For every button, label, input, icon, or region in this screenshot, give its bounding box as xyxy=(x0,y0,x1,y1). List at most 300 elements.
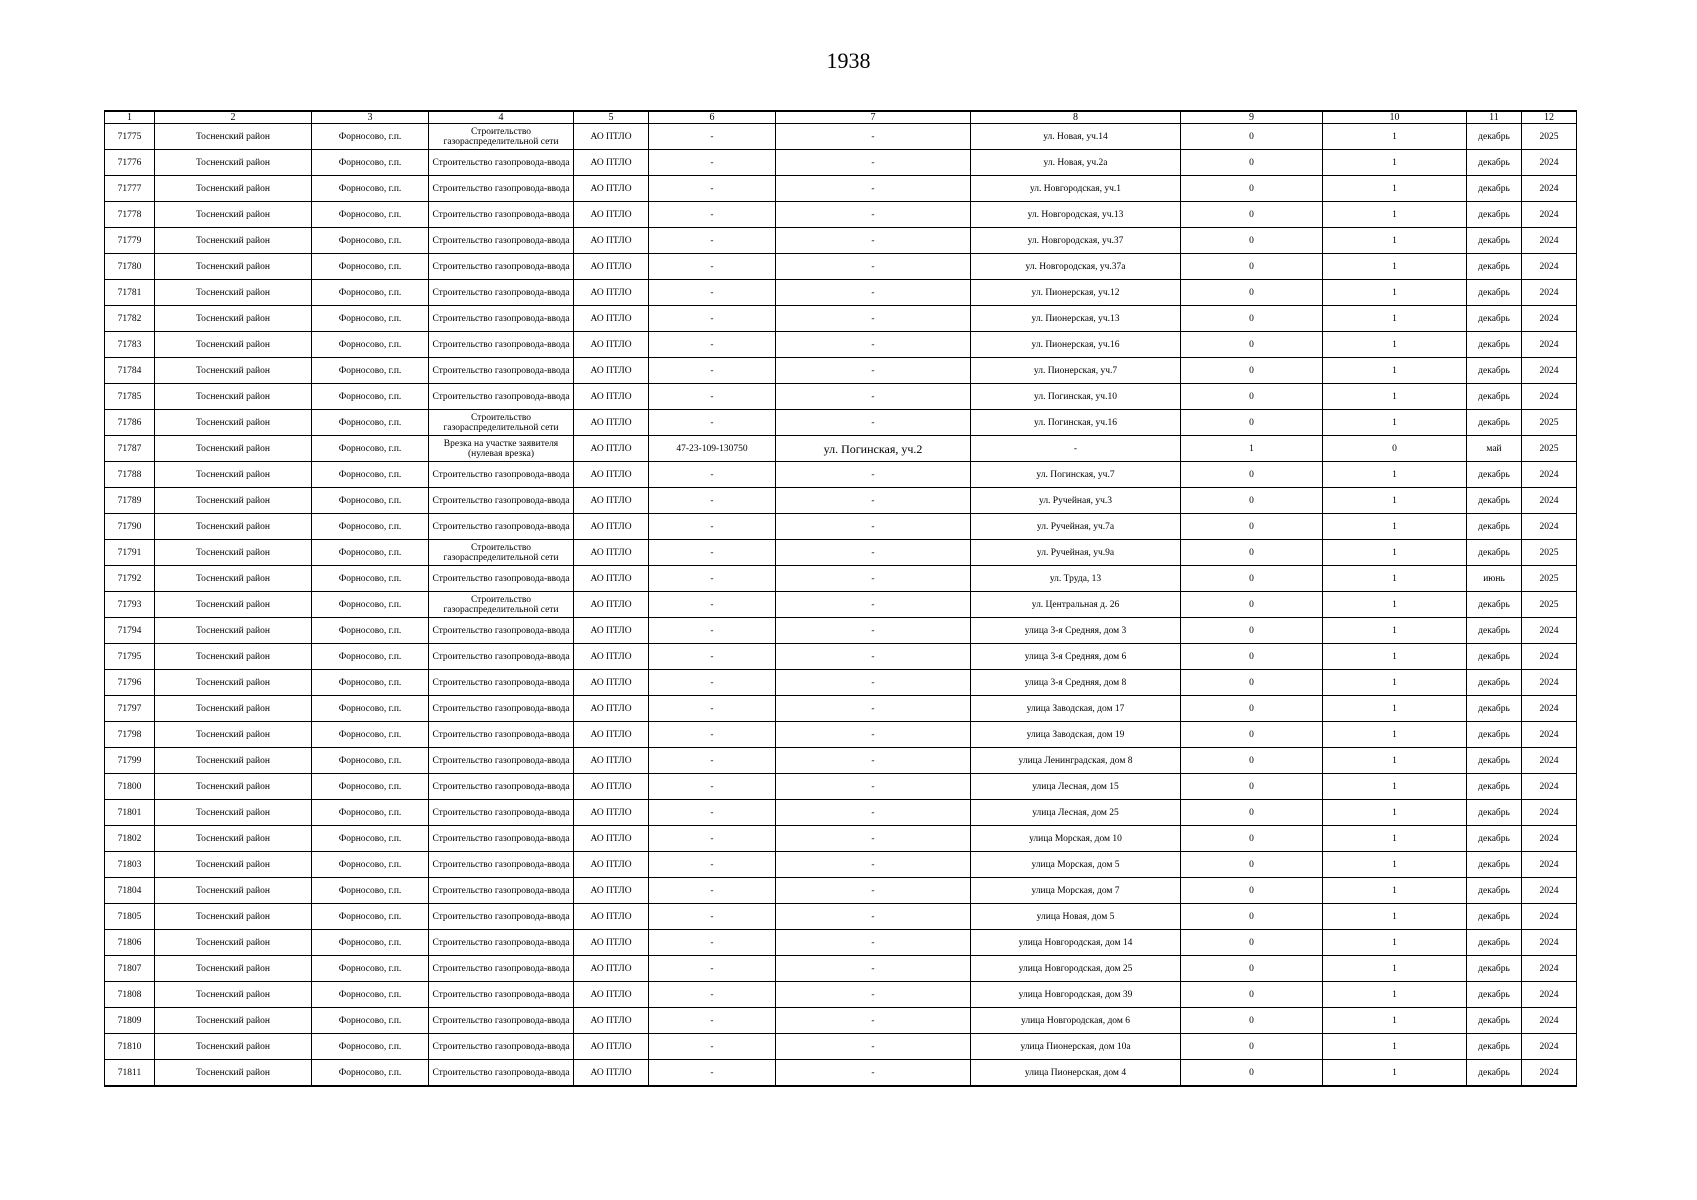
cell-row-number: 71780 xyxy=(105,254,155,280)
cell-row-number: 71799 xyxy=(105,748,155,774)
cell-month: декабрь xyxy=(1467,150,1522,176)
cell-cadastral-number: - xyxy=(649,228,776,254)
cell-address: улица Новая, дом 5 xyxy=(971,904,1181,930)
table-row xyxy=(105,306,1577,332)
cell-count-col9: 0 xyxy=(1181,670,1323,696)
cell-organization: АО ПТЛО xyxy=(574,176,649,202)
table-row xyxy=(105,644,1577,670)
cell-cadastral-number: - xyxy=(649,280,776,306)
cell-row-number: 71783 xyxy=(105,332,155,358)
cell-plot-address: - xyxy=(776,852,971,878)
cell-year: 2025 xyxy=(1522,566,1577,592)
cell-address: ул. Ручейная, уч.9а xyxy=(971,540,1181,566)
cell-district: Тосненский район xyxy=(155,150,312,176)
cell-address: улица Новгородская, дом 6 xyxy=(971,1008,1181,1034)
cell-organization: АО ПТЛО xyxy=(574,1034,649,1060)
cell-work-type: Строительство газопровода-ввода xyxy=(429,748,574,774)
cell-count-col9: 0 xyxy=(1181,696,1323,722)
cell-year: 2024 xyxy=(1522,1034,1577,1060)
cell-row-number: 71778 xyxy=(105,202,155,228)
cell-work-type: Строительство газораспределительной сети xyxy=(429,410,574,436)
cell-district: Тосненский район xyxy=(155,254,312,280)
cell-month: декабрь xyxy=(1467,696,1522,722)
cell-work-type: Строительство газопровода-ввода xyxy=(429,696,574,722)
cell-settlement: Форносово, г.п. xyxy=(312,306,429,332)
column-header-12: 12 xyxy=(1522,111,1577,124)
cell-settlement: Форносово, г.п. xyxy=(312,566,429,592)
table-row xyxy=(105,332,1577,358)
table-row xyxy=(105,410,1577,436)
cell-work-type: Строительство газопровода-ввода xyxy=(429,384,574,410)
cell-count-col10: 1 xyxy=(1323,852,1467,878)
cell-month: декабрь xyxy=(1467,774,1522,800)
cell-district: Тосненский район xyxy=(155,228,312,254)
cell-plot-address: - xyxy=(776,800,971,826)
cell-plot-address: - xyxy=(776,904,971,930)
cell-month: декабрь xyxy=(1467,124,1522,150)
cell-count-col10: 1 xyxy=(1323,280,1467,306)
cell-organization: АО ПТЛО xyxy=(574,852,649,878)
cell-district: Тосненский район xyxy=(155,774,312,800)
cell-count-col9: 0 xyxy=(1181,748,1323,774)
cell-plot-address: - xyxy=(776,592,971,618)
cell-row-number: 71782 xyxy=(105,306,155,332)
cell-cadastral-number: - xyxy=(649,670,776,696)
cell-row-number: 71794 xyxy=(105,618,155,644)
cell-count-col10: 1 xyxy=(1323,930,1467,956)
cell-plot-address: - xyxy=(776,566,971,592)
table-row xyxy=(105,878,1577,904)
cell-settlement: Форносово, г.п. xyxy=(312,982,429,1008)
cell-settlement: Форносово, г.п. xyxy=(312,228,429,254)
cell-address: ул. Пионерская, уч.13 xyxy=(971,306,1181,332)
table-row xyxy=(105,618,1577,644)
cell-month: декабрь xyxy=(1467,176,1522,202)
data-table xyxy=(104,110,1577,1087)
cell-month: декабрь xyxy=(1467,358,1522,384)
cell-settlement: Форносово, г.п. xyxy=(312,930,429,956)
cell-row-number: 71811 xyxy=(105,1060,155,1087)
cell-cadastral-number: - xyxy=(649,748,776,774)
cell-count-col9: 0 xyxy=(1181,514,1323,540)
cell-count-col9: 0 xyxy=(1181,254,1323,280)
cell-year: 2024 xyxy=(1522,514,1577,540)
cell-year: 2025 xyxy=(1522,410,1577,436)
cell-district: Тосненский район xyxy=(155,540,312,566)
cell-row-number: 71779 xyxy=(105,228,155,254)
cell-address: улица Ленинградская, дом 8 xyxy=(971,748,1181,774)
cell-district: Тосненский район xyxy=(155,176,312,202)
cell-month: декабрь xyxy=(1467,280,1522,306)
cell-count-col10: 1 xyxy=(1323,228,1467,254)
cell-plot-address: - xyxy=(776,826,971,852)
cell-row-number: 71808 xyxy=(105,982,155,1008)
cell-count-col10: 1 xyxy=(1323,956,1467,982)
table-row xyxy=(105,930,1577,956)
cell-address: улица Заводская, дом 19 xyxy=(971,722,1181,748)
cell-count-col10: 1 xyxy=(1323,904,1467,930)
cell-work-type: Строительство газопровода-ввода xyxy=(429,1008,574,1034)
cell-count-col10: 1 xyxy=(1323,1008,1467,1034)
cell-count-col9: 0 xyxy=(1181,852,1323,878)
cell-month: декабрь xyxy=(1467,826,1522,852)
cell-cadastral-number: - xyxy=(649,488,776,514)
cell-district: Тосненский район xyxy=(155,670,312,696)
column-header-10: 10 xyxy=(1323,111,1467,124)
cell-settlement: Форносово, г.п. xyxy=(312,904,429,930)
cell-cadastral-number: - xyxy=(649,722,776,748)
cell-month: декабрь xyxy=(1467,228,1522,254)
cell-district: Тосненский район xyxy=(155,488,312,514)
table-row xyxy=(105,176,1577,202)
table-row xyxy=(105,124,1577,150)
column-header-3: 3 xyxy=(312,111,429,124)
cell-organization: АО ПТЛО xyxy=(574,670,649,696)
cell-count-col10: 1 xyxy=(1323,566,1467,592)
cell-address: улица Заводская, дом 17 xyxy=(971,696,1181,722)
cell-organization: АО ПТЛО xyxy=(574,1060,649,1087)
cell-month: декабрь xyxy=(1467,1008,1522,1034)
cell-count-col10: 1 xyxy=(1323,202,1467,228)
cell-cadastral-number: - xyxy=(649,826,776,852)
cell-year: 2024 xyxy=(1522,1008,1577,1034)
cell-cadastral-number: - xyxy=(649,800,776,826)
cell-organization: АО ПТЛО xyxy=(574,254,649,280)
cell-row-number: 71800 xyxy=(105,774,155,800)
cell-count-col9: 0 xyxy=(1181,592,1323,618)
cell-settlement: Форносово, г.п. xyxy=(312,254,429,280)
cell-month: декабрь xyxy=(1467,514,1522,540)
cell-plot-address: ул. Погинская, уч.2 xyxy=(776,436,971,462)
cell-count-col10: 1 xyxy=(1323,462,1467,488)
table-row xyxy=(105,956,1577,982)
cell-cadastral-number: - xyxy=(649,878,776,904)
cell-plot-address: - xyxy=(776,462,971,488)
cell-count-col9: 0 xyxy=(1181,150,1323,176)
cell-count-col9: 0 xyxy=(1181,956,1323,982)
column-header-1: 1 xyxy=(105,111,155,124)
cell-row-number: 71795 xyxy=(105,644,155,670)
cell-count-col10: 1 xyxy=(1323,150,1467,176)
cell-organization: АО ПТЛО xyxy=(574,488,649,514)
cell-district: Тосненский район xyxy=(155,852,312,878)
cell-work-type: Строительство газопровода-ввода xyxy=(429,722,574,748)
cell-count-col9: 0 xyxy=(1181,644,1323,670)
table-row xyxy=(105,566,1577,592)
cell-work-type: Строительство газопровода-ввода xyxy=(429,306,574,332)
cell-count-col9: 0 xyxy=(1181,202,1323,228)
cell-organization: АО ПТЛО xyxy=(574,618,649,644)
cell-work-type: Строительство газопровода-ввода xyxy=(429,644,574,670)
cell-work-type: Строительство газопровода-ввода xyxy=(429,930,574,956)
cell-cadastral-number: - xyxy=(649,410,776,436)
cell-count-col9: 0 xyxy=(1181,462,1323,488)
cell-district: Тосненский район xyxy=(155,982,312,1008)
cell-month: декабрь xyxy=(1467,254,1522,280)
cell-count-col10: 1 xyxy=(1323,488,1467,514)
cell-plot-address: - xyxy=(776,1008,971,1034)
cell-count-col9: 0 xyxy=(1181,488,1323,514)
column-header-11: 11 xyxy=(1467,111,1522,124)
cell-organization: АО ПТЛО xyxy=(574,956,649,982)
cell-organization: АО ПТЛО xyxy=(574,878,649,904)
cell-settlement: Форносово, г.п. xyxy=(312,878,429,904)
cell-count-col10: 1 xyxy=(1323,618,1467,644)
cell-count-col9: 0 xyxy=(1181,878,1323,904)
cell-count-col10: 1 xyxy=(1323,124,1467,150)
cell-address: ул. Пионерская, уч.7 xyxy=(971,358,1181,384)
cell-row-number: 71792 xyxy=(105,566,155,592)
cell-year: 2024 xyxy=(1522,332,1577,358)
cell-organization: АО ПТЛО xyxy=(574,982,649,1008)
cell-year: 2024 xyxy=(1522,280,1577,306)
cell-settlement: Форносово, г.п. xyxy=(312,436,429,462)
cell-settlement: Форносово, г.п. xyxy=(312,176,429,202)
cell-plot-address: - xyxy=(776,384,971,410)
cell-address: - xyxy=(971,436,1181,462)
cell-district: Тосненский район xyxy=(155,514,312,540)
cell-count-col10: 1 xyxy=(1323,982,1467,1008)
cell-month: декабрь xyxy=(1467,722,1522,748)
cell-work-type: Строительство газопровода-ввода xyxy=(429,618,574,644)
cell-count-col10: 1 xyxy=(1323,670,1467,696)
cell-count-col10: 1 xyxy=(1323,696,1467,722)
cell-organization: АО ПТЛО xyxy=(574,644,649,670)
column-header-5: 5 xyxy=(574,111,649,124)
cell-organization: АО ПТЛО xyxy=(574,696,649,722)
cell-count-col10: 1 xyxy=(1323,644,1467,670)
table-row xyxy=(105,748,1577,774)
cell-month: май xyxy=(1467,436,1522,462)
cell-cadastral-number: - xyxy=(649,254,776,280)
cell-month: декабрь xyxy=(1467,384,1522,410)
cell-address: ул. Погинская, уч.10 xyxy=(971,384,1181,410)
cell-count-col9: 0 xyxy=(1181,540,1323,566)
cell-district: Тосненский район xyxy=(155,332,312,358)
cell-month: декабрь xyxy=(1467,202,1522,228)
cell-organization: АО ПТЛО xyxy=(574,358,649,384)
cell-count-col9: 0 xyxy=(1181,826,1323,852)
cell-month: декабрь xyxy=(1467,1060,1522,1087)
table-row xyxy=(105,358,1577,384)
cell-address: улица Новгородская, дом 25 xyxy=(971,956,1181,982)
cell-year: 2024 xyxy=(1522,306,1577,332)
cell-row-number: 71785 xyxy=(105,384,155,410)
cell-organization: АО ПТЛО xyxy=(574,800,649,826)
cell-district: Тосненский район xyxy=(155,930,312,956)
table-row xyxy=(105,488,1577,514)
cell-work-type: Строительство газопровода-ввода xyxy=(429,670,574,696)
cell-plot-address: - xyxy=(776,124,971,150)
cell-cadastral-number: - xyxy=(649,358,776,384)
table-row xyxy=(105,592,1577,618)
cell-count-col9: 0 xyxy=(1181,332,1323,358)
cell-count-col9: 0 xyxy=(1181,124,1323,150)
cell-settlement: Форносово, г.п. xyxy=(312,852,429,878)
column-header-4: 4 xyxy=(429,111,574,124)
cell-address: ул. Центральная д. 26 xyxy=(971,592,1181,618)
cell-month: декабрь xyxy=(1467,540,1522,566)
cell-count-col9: 0 xyxy=(1181,228,1323,254)
cell-address: ул. Пионерская, уч.12 xyxy=(971,280,1181,306)
cell-address: ул. Погинская, уч.16 xyxy=(971,410,1181,436)
cell-settlement: Форносово, г.п. xyxy=(312,462,429,488)
cell-row-number: 71781 xyxy=(105,280,155,306)
cell-row-number: 71807 xyxy=(105,956,155,982)
cell-work-type: Строительство газопровода-ввода xyxy=(429,826,574,852)
cell-address: улица Новгородская, дом 14 xyxy=(971,930,1181,956)
cell-row-number: 71797 xyxy=(105,696,155,722)
table-body xyxy=(105,124,1577,1087)
cell-work-type: Строительство газопровода-ввода xyxy=(429,1060,574,1087)
cell-count-col10: 1 xyxy=(1323,826,1467,852)
cell-settlement: Форносово, г.п. xyxy=(312,280,429,306)
cell-count-col9: 0 xyxy=(1181,176,1323,202)
cell-plot-address: - xyxy=(776,280,971,306)
cell-work-type: Строительство газопровода-ввода xyxy=(429,800,574,826)
cell-count-col10: 1 xyxy=(1323,1060,1467,1087)
cell-work-type: Врезка на участке заявителя (нулевая врезка) xyxy=(429,436,574,462)
cell-row-number: 71775 xyxy=(105,124,155,150)
cell-organization: АО ПТЛО xyxy=(574,930,649,956)
cell-organization: АО ПТЛО xyxy=(574,280,649,306)
cell-month: декабрь xyxy=(1467,800,1522,826)
cell-organization: АО ПТЛО xyxy=(574,436,649,462)
column-header-2: 2 xyxy=(155,111,312,124)
cell-district: Тосненский район xyxy=(155,644,312,670)
cell-address: улица Пионерская, дом 4 xyxy=(971,1060,1181,1087)
cell-cadastral-number: - xyxy=(649,332,776,358)
cell-plot-address: - xyxy=(776,540,971,566)
cell-settlement: Форносово, г.п. xyxy=(312,150,429,176)
cell-organization: АО ПТЛО xyxy=(574,566,649,592)
cell-count-col10: 1 xyxy=(1323,384,1467,410)
cell-work-type: Строительство газопровода-ввода xyxy=(429,982,574,1008)
cell-row-number: 71804 xyxy=(105,878,155,904)
cell-count-col10: 1 xyxy=(1323,1034,1467,1060)
cell-district: Тосненский район xyxy=(155,462,312,488)
cell-address: улица Морская, дом 7 xyxy=(971,878,1181,904)
cell-row-number: 71796 xyxy=(105,670,155,696)
cell-settlement: Форносово, г.п. xyxy=(312,1034,429,1060)
cell-work-type: Строительство газопровода-ввода xyxy=(429,202,574,228)
cell-year: 2024 xyxy=(1522,800,1577,826)
cell-count-col9: 0 xyxy=(1181,774,1323,800)
cell-month: декабрь xyxy=(1467,956,1522,982)
cell-district: Тосненский район xyxy=(155,410,312,436)
cell-count-col10: 1 xyxy=(1323,800,1467,826)
cell-settlement: Форносово, г.п. xyxy=(312,358,429,384)
cell-year: 2024 xyxy=(1522,774,1577,800)
cell-row-number: 71791 xyxy=(105,540,155,566)
cell-address: ул. Новгородская, уч.37а xyxy=(971,254,1181,280)
cell-plot-address: - xyxy=(776,202,971,228)
cell-organization: АО ПТЛО xyxy=(574,748,649,774)
cell-count-col9: 0 xyxy=(1181,306,1323,332)
cell-year: 2025 xyxy=(1522,124,1577,150)
cell-cadastral-number: - xyxy=(649,462,776,488)
cell-year: 2025 xyxy=(1522,592,1577,618)
cell-address: улица Лесная, дом 25 xyxy=(971,800,1181,826)
cell-work-type: Строительство газопровода-ввода xyxy=(429,332,574,358)
page-number: 1938 xyxy=(826,48,871,73)
cell-plot-address: - xyxy=(776,670,971,696)
cell-year: 2024 xyxy=(1522,696,1577,722)
cell-work-type: Строительство газопровода-ввода xyxy=(429,488,574,514)
table-row xyxy=(105,150,1577,176)
table-row xyxy=(105,904,1577,930)
cell-settlement: Форносово, г.п. xyxy=(312,826,429,852)
cell-organization: АО ПТЛО xyxy=(574,228,649,254)
cell-count-col9: 0 xyxy=(1181,566,1323,592)
cell-row-number: 71810 xyxy=(105,1034,155,1060)
cell-plot-address: - xyxy=(776,930,971,956)
cell-district: Тосненский район xyxy=(155,618,312,644)
cell-organization: АО ПТЛО xyxy=(574,462,649,488)
cell-work-type: Строительство газопровода-ввода xyxy=(429,774,574,800)
cell-year: 2024 xyxy=(1522,228,1577,254)
cell-plot-address: - xyxy=(776,176,971,202)
cell-row-number: 71777 xyxy=(105,176,155,202)
cell-plot-address: - xyxy=(776,696,971,722)
cell-month: декабрь xyxy=(1467,1034,1522,1060)
column-header-7: 7 xyxy=(776,111,971,124)
cell-address: улица Морская, дом 10 xyxy=(971,826,1181,852)
cell-district: Тосненский район xyxy=(155,306,312,332)
cell-settlement: Форносово, г.п. xyxy=(312,618,429,644)
cell-address: ул. Новая, уч.14 xyxy=(971,124,1181,150)
cell-work-type: Строительство газопровода-ввода xyxy=(429,852,574,878)
cell-count-col9: 1 xyxy=(1181,436,1323,462)
cell-cadastral-number: - xyxy=(649,618,776,644)
cell-row-number: 71789 xyxy=(105,488,155,514)
cell-organization: АО ПТЛО xyxy=(574,514,649,540)
cell-district: Тосненский район xyxy=(155,800,312,826)
cell-address: ул. Труда, 13 xyxy=(971,566,1181,592)
cell-cadastral-number: - xyxy=(649,982,776,1008)
cell-count-col10: 0 xyxy=(1323,436,1467,462)
cell-organization: АО ПТЛО xyxy=(574,410,649,436)
cell-month: декабрь xyxy=(1467,488,1522,514)
cell-district: Тосненский район xyxy=(155,826,312,852)
table-row xyxy=(105,800,1577,826)
cell-year: 2024 xyxy=(1522,930,1577,956)
cell-year: 2024 xyxy=(1522,254,1577,280)
cell-count-col10: 1 xyxy=(1323,514,1467,540)
cell-plot-address: - xyxy=(776,722,971,748)
cell-month: декабрь xyxy=(1467,410,1522,436)
cell-cadastral-number: - xyxy=(649,956,776,982)
cell-count-col10: 1 xyxy=(1323,176,1467,202)
cell-month: декабрь xyxy=(1467,904,1522,930)
cell-cadastral-number: - xyxy=(649,696,776,722)
cell-plot-address: - xyxy=(776,228,971,254)
table-row xyxy=(105,852,1577,878)
cell-district: Тосненский район xyxy=(155,202,312,228)
cell-work-type: Строительство газораспределительной сети xyxy=(429,592,574,618)
cell-cadastral-number: - xyxy=(649,176,776,202)
cell-plot-address: - xyxy=(776,618,971,644)
table-row xyxy=(105,384,1577,410)
cell-settlement: Форносово, г.п. xyxy=(312,800,429,826)
cell-address: улица Морская, дом 5 xyxy=(971,852,1181,878)
cell-cadastral-number: - xyxy=(649,150,776,176)
table-row xyxy=(105,826,1577,852)
cell-address: ул. Пионерская, уч.16 xyxy=(971,332,1181,358)
cell-year: 2024 xyxy=(1522,1060,1577,1087)
cell-month: декабрь xyxy=(1467,982,1522,1008)
cell-settlement: Форносово, г.п. xyxy=(312,696,429,722)
